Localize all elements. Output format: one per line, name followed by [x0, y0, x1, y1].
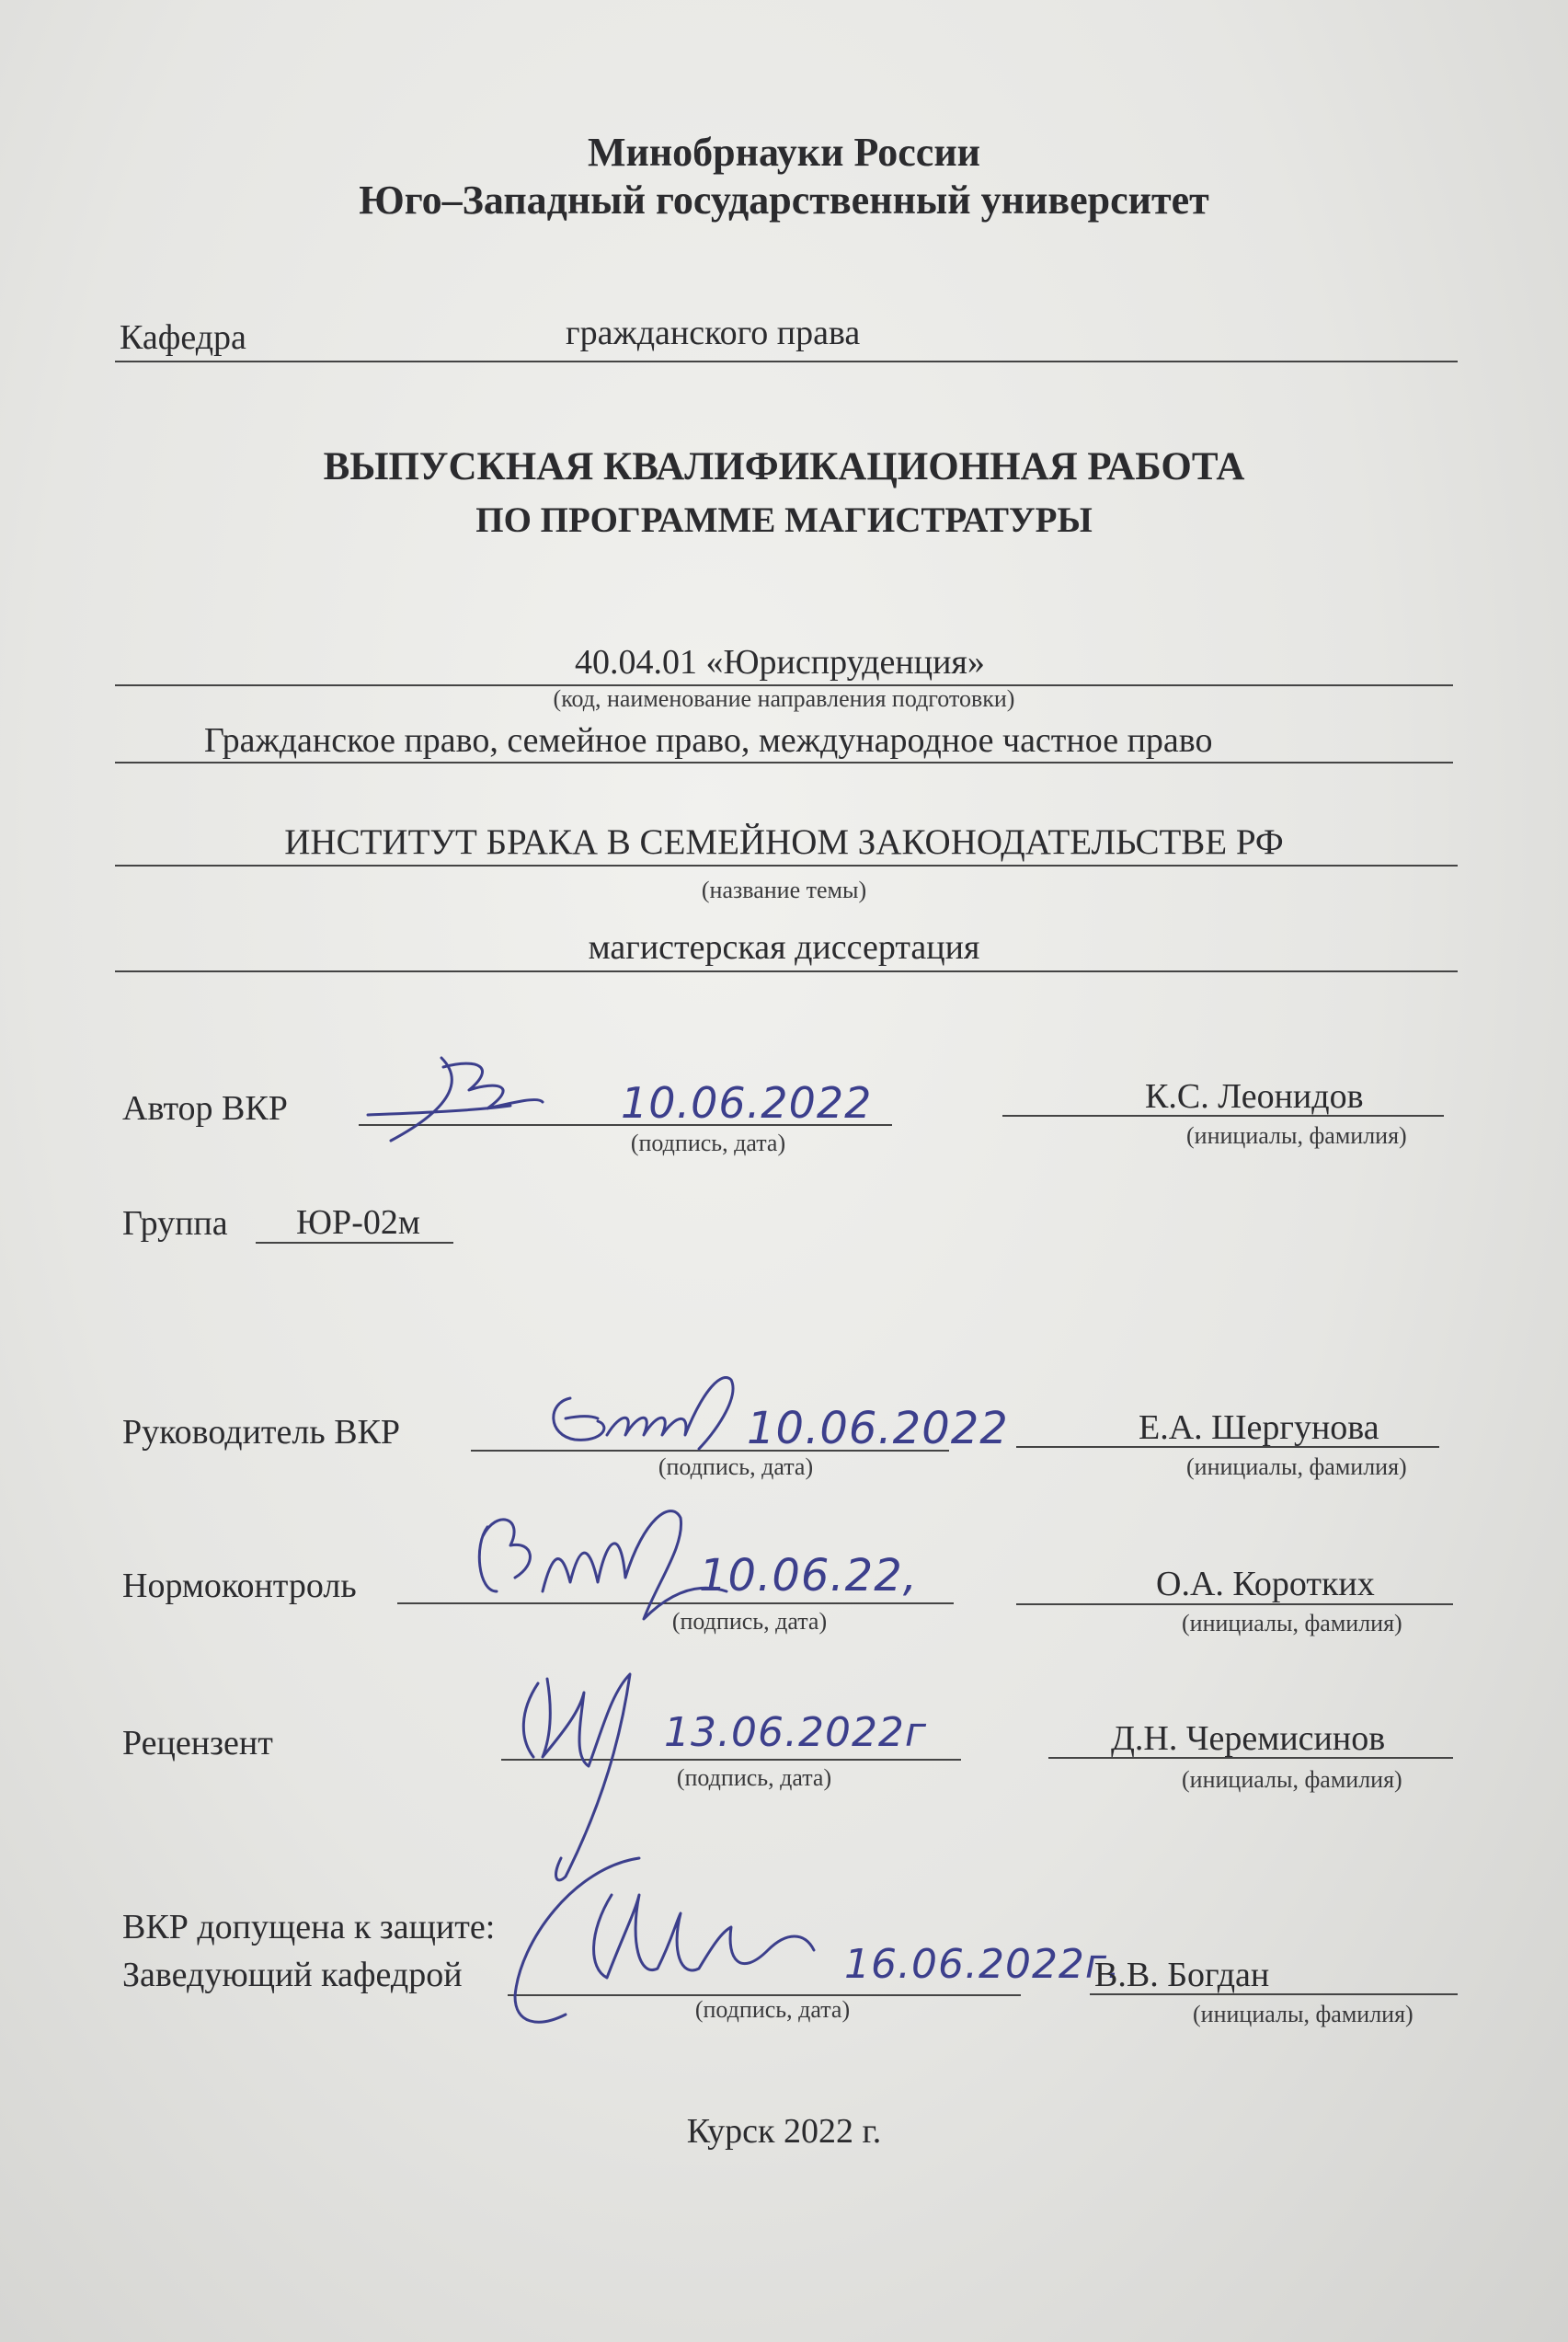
normcontrol-date: 10.06.22, [699, 1550, 919, 1602]
admission-label: ВКР допущена к защите: [122, 1908, 496, 1946]
head-initials-hint: (инициалы, фамилия) [1193, 2001, 1413, 2027]
group-label: Группа [122, 1204, 228, 1243]
author-signature [359, 1039, 561, 1150]
program-profile: Гражданское право, семейное право, международное частное право [204, 721, 1213, 760]
reviewer-label: Рецензент [122, 1724, 273, 1762]
normcontrol-initials-hint: (инициалы, фамилия) [1182, 1610, 1402, 1636]
ministry-title: Минобрнауки России [587, 130, 981, 175]
department-underline [115, 361, 1458, 362]
normcontrol-sign-hint: (подпись, дата) [671, 1608, 828, 1635]
author-name: К.С. Леонидов [1145, 1077, 1364, 1116]
head-name: В.В. Богдан [1094, 1956, 1270, 1994]
work-type-underline [115, 970, 1458, 972]
normcontrol-label: Нормоконтроль [122, 1567, 357, 1605]
program-profile-underline [115, 762, 1453, 763]
department-value: гражданского права [566, 314, 861, 352]
program-code-hint: (код, наименование направления подготовки) [553, 685, 1015, 712]
supervisor-initials-hint: (инициалы, фамилия) [1186, 1453, 1407, 1480]
work-title-line1: ВЫПУСКНАЯ КВАЛИФИКАЦИОННАЯ РАБОТА [323, 445, 1245, 488]
topic-hint: (название темы) [701, 877, 867, 903]
normcontrol-name: О.А. Коротких [1156, 1565, 1375, 1603]
work-title-line2: ПО ПРОГРАММЕ МАГИСТРАТУРЫ [475, 500, 1093, 540]
head-of-department-label: Заведующий кафедрой [122, 1956, 463, 1994]
supervisor-name: Е.А. Шергунова [1139, 1408, 1379, 1447]
group-value: ЮР-02м [296, 1203, 420, 1242]
author-date: 10.06.2022 [621, 1078, 873, 1128]
reviewer-sign-hint: (подпись, дата) [676, 1764, 832, 1791]
work-type: магистерская диссертация [588, 928, 980, 967]
department-label: Кафедра [120, 318, 246, 357]
head-date: 16.06.2022г. [844, 1941, 1122, 1988]
head-sign-hint: (подпись, дата) [694, 1996, 851, 2023]
supervisor-sign-hint: (подпись, дата) [658, 1453, 814, 1480]
university-title: Юго–Западный государственный университет [359, 178, 1209, 223]
program-code: 40.04.01 «Юриспруденция» [575, 643, 985, 682]
supervisor-label: Руководитель ВКР [122, 1413, 401, 1452]
reviewer-initials-hint: (инициалы, фамилия) [1182, 1766, 1402, 1793]
reviewer-name: Д.Н. Черемисинов [1111, 1719, 1386, 1758]
author-sign-hint: (подпись, дата) [630, 1130, 786, 1156]
supervisor-date: 10.06.2022 [747, 1403, 1009, 1454]
author-label: Автор ВКР [122, 1089, 288, 1128]
topic-title: ИНСТИТУТ БРАКА В СЕМЕЙНОМ ЗАКОНОДАТЕЛЬСТВЕ РФ [284, 822, 1284, 862]
topic-underline [115, 865, 1458, 867]
reviewer-date: 13.06.2022г [664, 1709, 928, 1756]
city-year: Курск 2022 г. [686, 2112, 882, 2151]
author-initials-hint: (инициалы, фамилия) [1186, 1122, 1407, 1149]
